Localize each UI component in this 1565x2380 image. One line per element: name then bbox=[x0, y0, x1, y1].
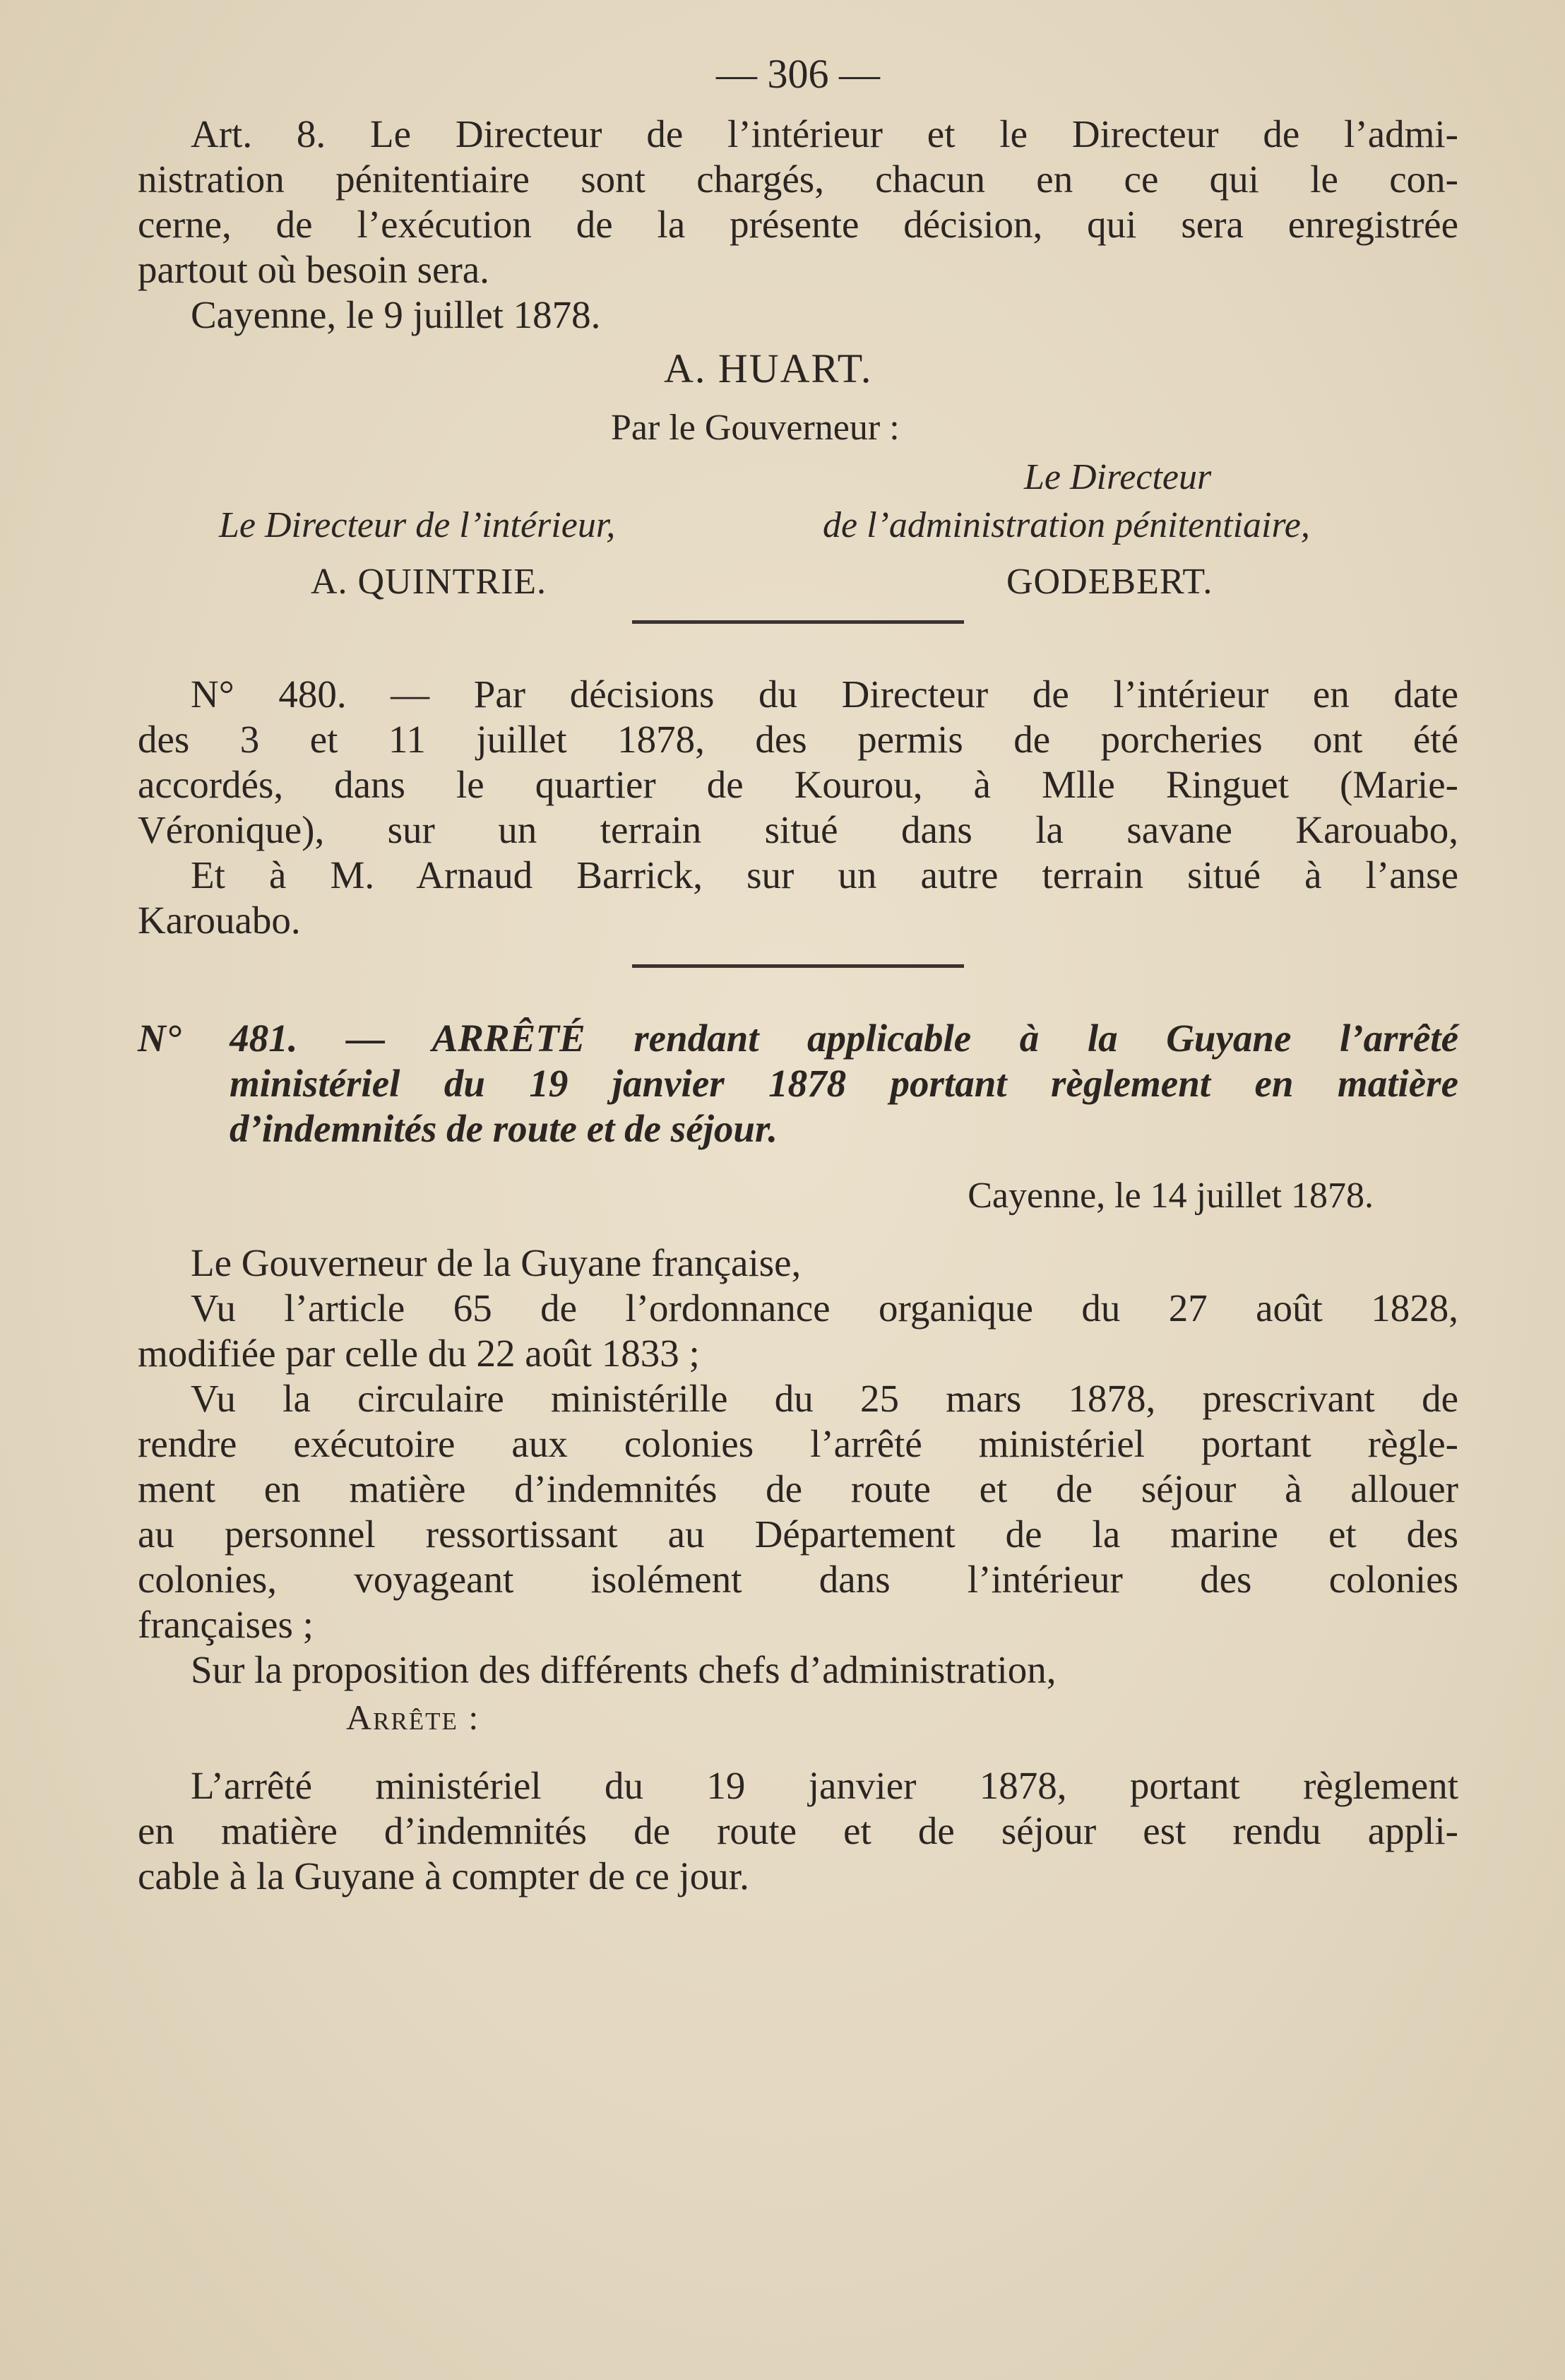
arrete-label: Arrête : bbox=[346, 1698, 480, 1737]
text-line: des 3 et 11 juillet 1878, des permis de porcheries ont été bbox=[138, 718, 1458, 761]
text-line: partout où besoin sera. bbox=[138, 248, 489, 291]
left-title: Le Directeur de l’intérieur, bbox=[219, 505, 616, 545]
text-line: cable à la Guyane à compter de ce jour. bbox=[138, 1854, 749, 1898]
text-line: modifiée par celle du 22 août 1833 ; bbox=[138, 1332, 700, 1375]
arrete-481 bbox=[138, 1016, 1458, 1899]
article-8 bbox=[138, 112, 1458, 338]
text-line: au personnel ressortissant au Département de la marine et des bbox=[138, 1512, 1458, 1556]
left-name: A. QUINTRIE. bbox=[311, 562, 547, 602]
decision-480 bbox=[138, 672, 1458, 943]
page-number: — 306 — bbox=[716, 51, 880, 97]
right-title-1: Le Directeur bbox=[1024, 457, 1212, 497]
signature-block bbox=[138, 338, 1458, 620]
text-line: nistration pénitentiaire sont chargés, chacun en ce qui le con- bbox=[138, 158, 1458, 201]
text-line: françaises ; bbox=[138, 1603, 314, 1646]
text-line: cerne, de l’exécution de la présente décision, qui sera enregistrée bbox=[138, 203, 1458, 246]
text-line: Véronique), sur un terrain situé dans la savane Karouabo, bbox=[138, 808, 1458, 851]
arrete-title-line: N° 481. — ARRÊTÉ rendant applicable à la Guyane l’arrêté bbox=[138, 1017, 1458, 1060]
text-line: rendre exécutoire aux colonies l’arrêté ministériel portant règle- bbox=[138, 1422, 1458, 1465]
text-line: Art. 8. Le Directeur de l’intérieur et le Directeur de l’admi- bbox=[191, 112, 1458, 155]
arrete-title-line: d’indemnités de route et de séjour. bbox=[230, 1107, 778, 1150]
right-title-2: de l’administration pénitentiaire, bbox=[823, 505, 1310, 545]
text-line: Karouabo. bbox=[138, 899, 301, 942]
text-line: Vu l’article 65 de l’ordonnance organique du 27 août 1828, bbox=[191, 1286, 1458, 1330]
document-page bbox=[138, 42, 1458, 1899]
text-line: N° 480. — Par décisions du Directeur de l’intérieur en date bbox=[191, 673, 1458, 716]
text-line: Vu la circulaire ministérille du 25 mars 1878, prescrivant de bbox=[191, 1377, 1458, 1420]
text-line: colonies, voyageant isolément dans l’intérieur des colonies bbox=[138, 1558, 1458, 1601]
text-line: en matière d’indemnités de route et de séjour est rendu appli- bbox=[138, 1809, 1458, 1852]
text-line: Et à M. Arnaud Barrick, sur un autre terrain situé à l’anse bbox=[191, 853, 1458, 896]
arrete-date: Cayenne, le 14 juillet 1878. bbox=[968, 1176, 1374, 1216]
date-line: Cayenne, le 9 juillet 1878. bbox=[191, 293, 601, 336]
text-line: accordés, dans le quartier de Kourou, à Mlle Ringuet (Marie- bbox=[138, 763, 1458, 806]
text-line: L’arrêté ministériel du 19 janvier 1878, portant règlement bbox=[191, 1764, 1458, 1807]
gouverneur-intro: Le Gouverneur de la Guyane française, bbox=[191, 1241, 802, 1284]
arrete-title-line: ministériel du 19 janvier 1878 portant règlement en matière bbox=[230, 1062, 1458, 1105]
right-name: GODEBERT. bbox=[1006, 562, 1213, 602]
governor-signature: A. HUART. bbox=[664, 345, 873, 391]
par-le-gouverneur: Par le Gouverneur : bbox=[611, 408, 900, 448]
text-line: ment en matière d’indemnités de route et de séjour à allouer bbox=[138, 1467, 1458, 1510]
text-line: Sur la proposition des différents chefs d’administration, bbox=[191, 1648, 1057, 1691]
